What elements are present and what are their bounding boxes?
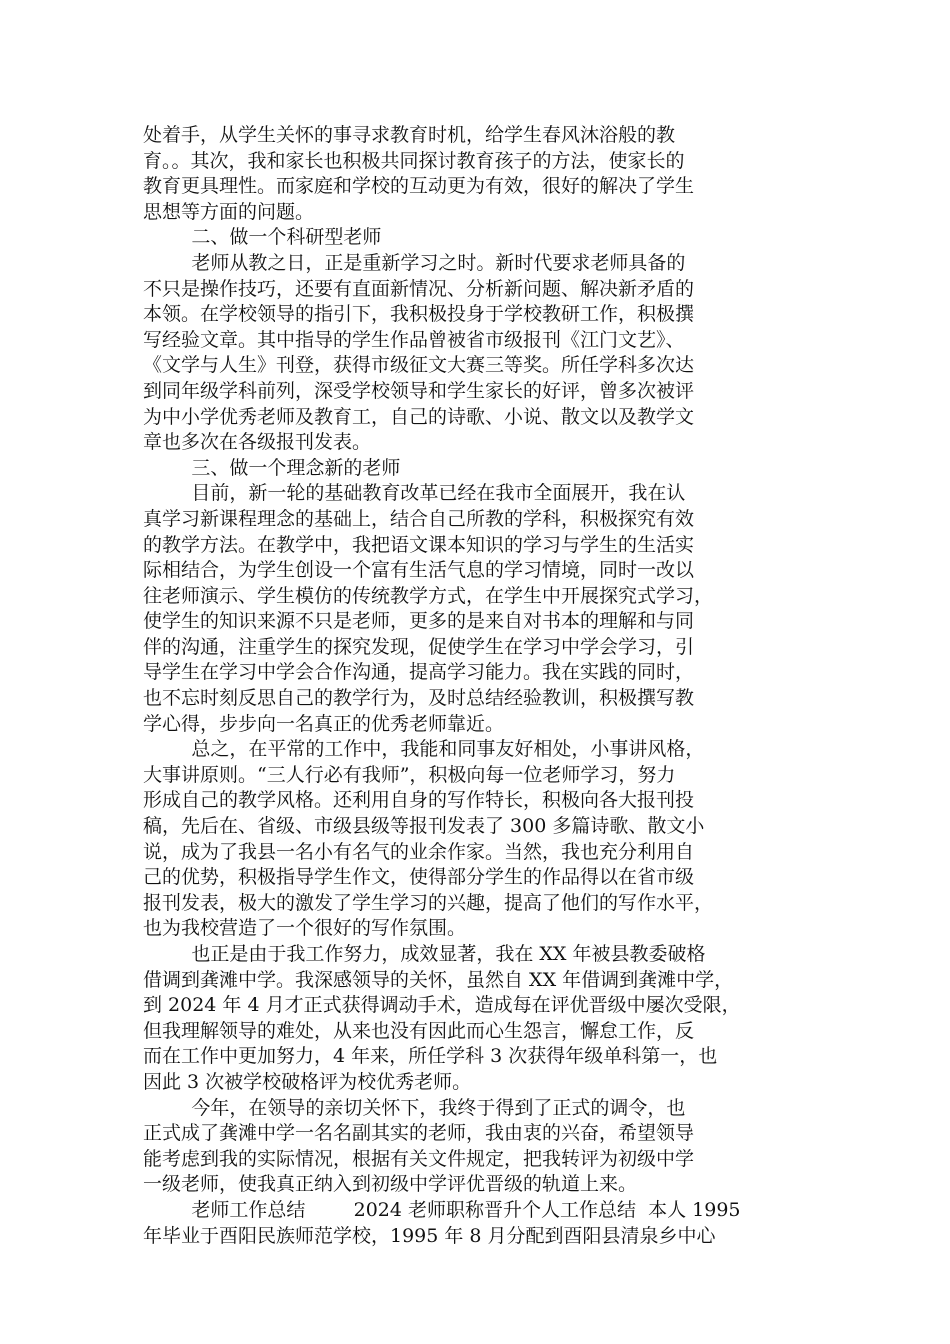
text-line: 学心得，步步向一名真正的优秀老师靠近。 <box>143 712 505 735</box>
text-line: 到 2024 年 4 月才正式获得调动手术，造成每在评优晋级中屡次受限， <box>143 994 741 1017</box>
text-line: 己的优势，积极指导学生作文，使得部分学生的作品得以在省市级 <box>143 866 695 889</box>
text-line: 写经验文章。其中指导的学生作品曾被省市级报刊《江门文艺》、 <box>143 328 685 351</box>
text-line: 年毕业于酉阳民族师范学校，1995 年 8 月分配到酉阳县清泉乡中心 <box>143 1224 716 1247</box>
text-line: 使学生的知识来源不只是老师，更多的是来自对书本的理解和与同 <box>143 610 695 633</box>
text-line: 稿，先后在、省级、市级县级等报刊发表了 300 多篇诗歌、散文小 <box>143 815 705 838</box>
section-heading: 三、做一个理念新的老师 <box>143 456 401 479</box>
text-line: 际相结合，为学生创设一个富有生活气息的学习情境，同时一改以 <box>143 559 695 582</box>
text-line: 今年，在领导的亲切关怀下，我终于得到了正式的调令，也 <box>143 1096 686 1119</box>
text-line: 说，成为了我县一名小有名气的业余作家。当然，我也充分利用自 <box>143 840 695 863</box>
text-line: 导学生在学习中学会合作沟通，提高学习能力。我在实践的同时， <box>143 661 695 684</box>
text-line: 伴的沟通，注重学生的探究发现，促使学生在学习中学会学习，引 <box>143 635 695 658</box>
text-line: 章也多次在各级报刊发表。 <box>143 431 372 454</box>
text-line: 也为我校营造了一个很好的写作氛围。 <box>143 917 467 940</box>
text-line: 目前，新一轮的基础教育改革已经在我市全面展开，我在认 <box>143 482 686 505</box>
text-line: 教育更具理性。而家庭和学校的互动更为有效，很好的解决了学生 <box>143 175 695 198</box>
text-line: 正式成了龚滩中学一名名副其实的老师，我由衷的兴奋，希望领导 <box>143 1122 695 1145</box>
text-line: 为中小学优秀老师及教育工，自己的诗歌、小说、散文以及教学文 <box>143 405 695 428</box>
text-line: 能考虑到我的实际情况，根据有关文件规定，把我转评为初级中学 <box>143 1147 695 1170</box>
text-line: 《文学与人生》刊登，获得市级征文大赛三等奖。所任学科多次达 <box>143 354 695 377</box>
text-line: 真学习新课程理念的基础上，结合自己所教的学科，积极探究有效 <box>143 507 695 530</box>
body-text <box>143 123 813 1249</box>
text-line: 形成自己的教学风格。还利用自身的写作特长，积极向各大报刊投 <box>143 789 695 812</box>
text-line: 思想等方面的问题。 <box>143 200 315 223</box>
text-line: 一级老师，使我真正纳入到初级中学评优晋级的轨道上来。 <box>143 1173 638 1196</box>
document-title-line: 老师工作总结 2024 老师职称晋升个人工作总结 本人 1995 <box>143 1198 741 1221</box>
text-line: 到同年级学科前列，深受学校领导和学生家长的好评，曾多次被评 <box>143 379 695 402</box>
text-line: 本领。在学校领导的指引下，我积极投身于学校教研工作，积极撰 <box>143 303 695 326</box>
text-line: 也正是由于我工作努力，成效显著，我在 XX 年被县教委破格 <box>143 943 706 965</box>
text-line: 借调到龚滩中学。我深感领导的关怀，虽然自 XX 年借调到龚滩中学， <box>143 968 734 991</box>
text-line: 也不忘时刻反思自己的教学行为，及时总结经验教训，积极撰写教 <box>143 687 695 710</box>
text-line: 因此 3 次被学校破格评为校优秀老师。 <box>143 1070 472 1093</box>
section-heading: 二、做一个科研型老师 <box>143 226 382 249</box>
text-line: 处着手，从学生关怀的事寻求教育时机，给学生春风沐浴般的教 <box>143 124 676 146</box>
text-line: 往老师演示、学生模仿的传统教学方式，在学生中开展探究式学习， <box>143 584 714 607</box>
text-line: 大事讲原则。“三人行必有我师”，积极向每一位老师学习，努力 <box>143 763 676 786</box>
text-line: 而在工作中更加努力，4 年来，所任学科 3 次获得年级单科第一，也 <box>143 1045 718 1068</box>
text-line: 不只是操作技巧，还要有直面新情况、分析新问题、解决新矛盾的 <box>143 277 695 300</box>
text-line: 总之，在平常的工作中，我能和同事友好相处，小事讲风格， <box>143 738 705 761</box>
text-line: 但我理解领导的难处，从来也没有因此而心生怨言，懈怠工作，反 <box>143 1019 695 1042</box>
text-line: 的教学方法。在教学中，我把语文课本知识的学习与学生的生活实 <box>143 533 695 556</box>
text-line: 报刊发表，极大的激发了学生学习的兴趣，提高了他们的写作水平， <box>143 891 714 914</box>
text-line: 育。。其次，我和家长也积极共同探讨教育孩子的方法，使家长的 <box>143 149 685 172</box>
text-line: 老师从教之日，正是重新学习之时。新时代要求老师具备的 <box>143 251 686 274</box>
